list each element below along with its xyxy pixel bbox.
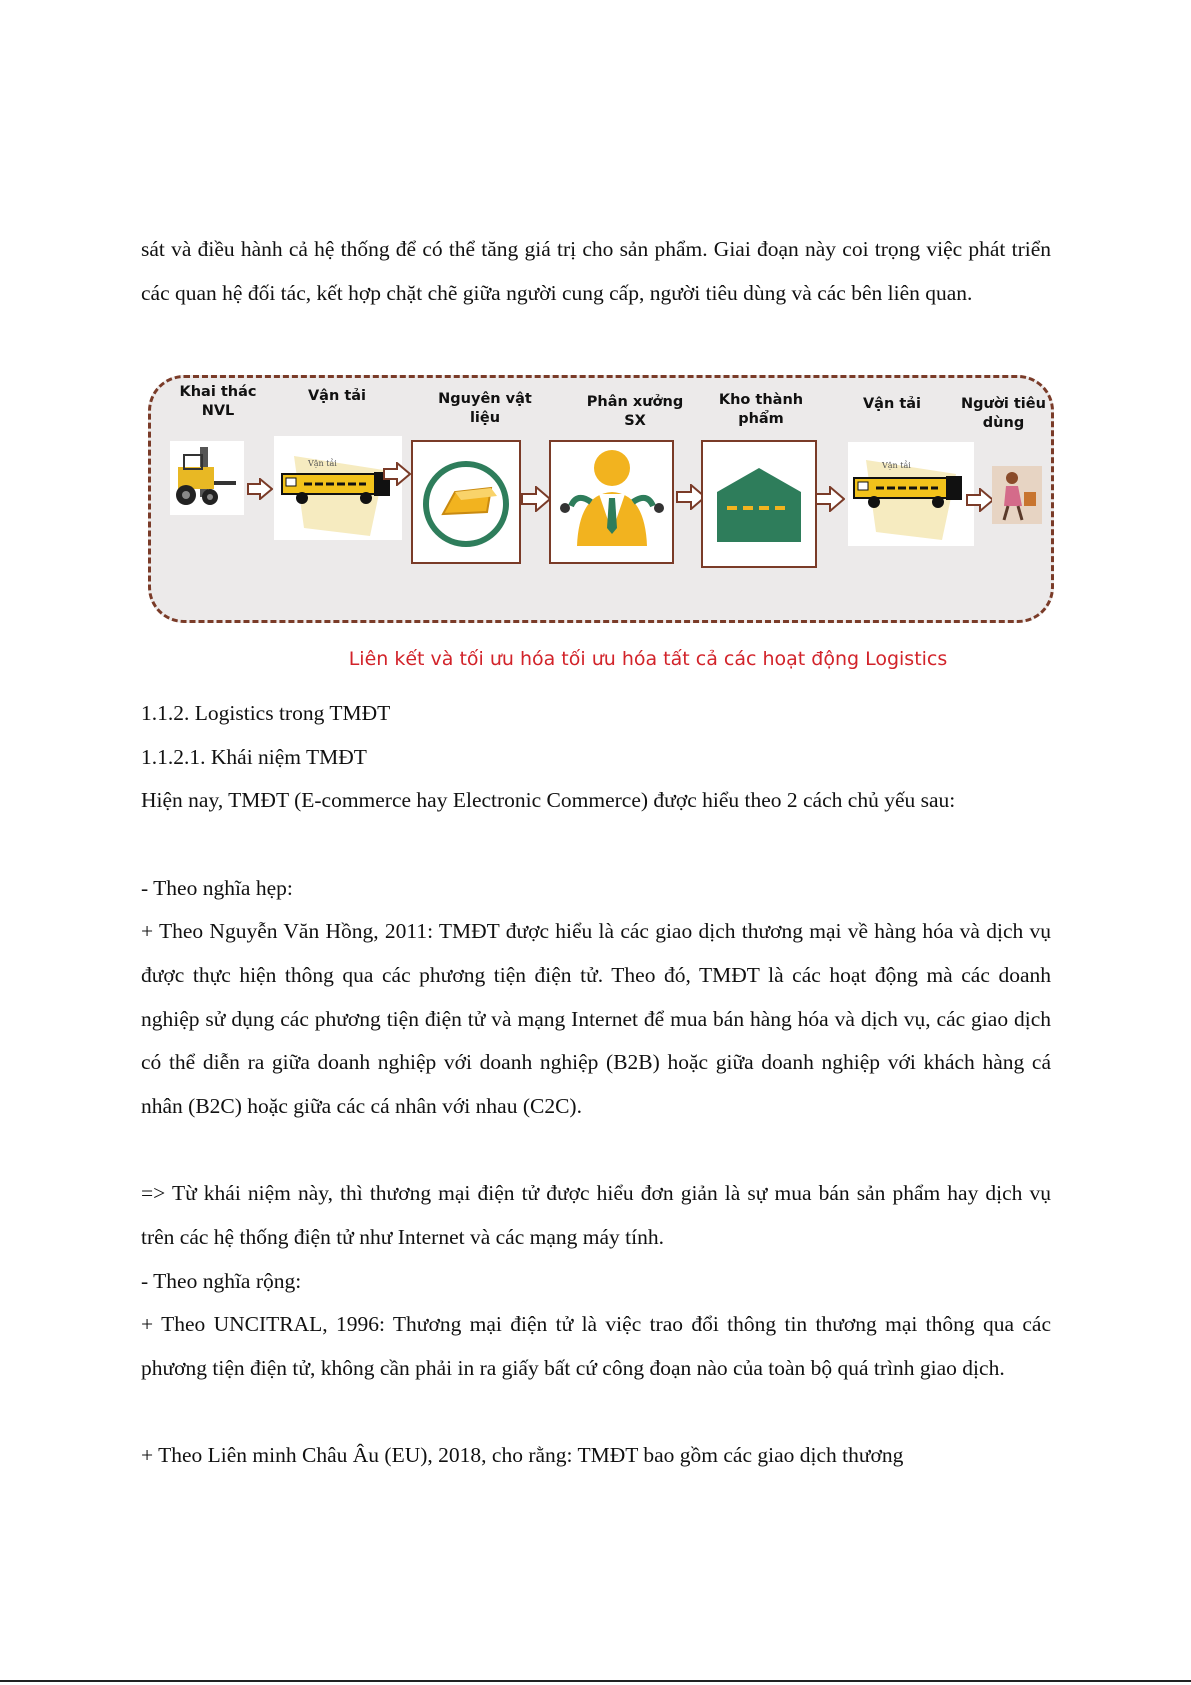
stage-label-line: Kho thành — [718, 392, 804, 408]
stage-label-materials — [420, 390, 550, 428]
subsection-heading: 1.1.2.1. Khái niệm TMĐT — [141, 745, 367, 769]
forklift-icon — [170, 441, 244, 515]
paragraph-conclusion: => Từ khái niệm này, thì thương mại điện tử được hiểu đơn giản là sự mua bán sản phẩm hay dịch vụ trên các hệ thống điện tử như Internet và các mạng máy tính. — [141, 1181, 1051, 1249]
manager-icon — [551, 442, 672, 562]
truck-icon — [848, 442, 974, 546]
stage-label-line: Người tiêu — [961, 396, 1046, 412]
stage-label-extraction — [163, 383, 273, 421]
arrow-right-icon — [966, 488, 994, 512]
warehouse-icon — [703, 442, 815, 566]
gold-bar-icon — [413, 442, 519, 562]
stage-label-line: Nguyên vật — [438, 391, 532, 407]
stage-label-workshop — [570, 393, 700, 431]
shopper-icon — [992, 466, 1042, 524]
stage-label-line: phẩm — [738, 411, 784, 427]
manager-frame — [549, 440, 674, 564]
gold-bar-frame — [411, 440, 521, 564]
stage-label-line: NVL — [201, 403, 235, 419]
arrow-right-icon — [521, 486, 551, 512]
paragraph-narrow-definition: + Theo Nguyễn Văn Hồng, 2011: TMĐT được hiểu là các giao dịch thương mại về hàng hóa và dịch vụ được thực hiện thông qua các phương tiện điện tử. Theo đó, TMĐT là các hoạt động mà các doanh nghiệp sử dụng các phương tiện điện tử và mạng Internet để mua bán hàng hóa và dịch vụ, các giao dịch có thể diễn ra giữa doanh nghiệp với doanh nghiệp (B2B) hoặc giữa doanh nghiệp với khách hàng cá nhân (B2C) hoặc giữa các cá nhân với nhau (C2C). — [141, 919, 1051, 1119]
section-heading: 1.1.2. Logistics trong TMĐT — [141, 701, 391, 725]
stage-label-consumer — [956, 395, 1051, 433]
stage-label-line: Vận tải — [307, 388, 367, 404]
broad-definition-heading: - Theo nghĩa rộng: — [141, 1269, 302, 1293]
stage-label-line: Khai thác — [179, 384, 257, 400]
paragraph-intro: Hiện nay, TMĐT (E-commerce hay Electronic Commerce) được hiểu theo 2 cách chủ yếu sau: — [141, 788, 956, 812]
stage-label-line: liệu — [469, 410, 501, 426]
arrow-right-icon — [815, 486, 845, 512]
paragraph-top: sát và điều hành cả hệ thống để có thể tăng giá trị cho sản phẩm. Giai đoạn này coi trọng việc phát triển các quan hệ đối tác, kết hợp chặt chẽ giữa người cung cấp, người tiêu dùng và các bên liên quan. — [141, 237, 1051, 305]
stage-label-transport-2 — [842, 395, 942, 414]
stage-label-transport-1 — [282, 387, 392, 406]
paragraph-eu: + Theo Liên minh Châu Âu (EU), 2018, cho rằng: TMĐT bao gồm các giao dịch thương — [141, 1443, 904, 1467]
arrow-right-icon — [383, 462, 411, 486]
paragraph-uncitral: + Theo UNCITRAL, 1996: Thương mại điện tử là việc trao đổi thông tin thương mại thông qua các phương tiện điện tử, không cần phải in ra giấy bất cứ công đoạn nào của toàn bộ quá trình giao dịch. — [141, 1312, 1051, 1380]
stage-label-line: Phân xưởng — [586, 394, 684, 410]
warehouse-frame — [701, 440, 817, 568]
arrow-right-icon — [247, 478, 273, 500]
svg-text:Vận tải: Vận tải — [308, 459, 337, 468]
stage-label-line: dùng — [982, 415, 1025, 431]
narrow-definition-heading: - Theo nghĩa hẹp: — [141, 876, 293, 900]
footer-rule — [0, 1680, 1191, 1682]
stage-label-line: SX — [624, 413, 646, 429]
svg-text:Vận tải: Vận tải — [882, 461, 911, 470]
stage-label-line: Vận tải — [862, 396, 922, 412]
stage-label-warehouse — [701, 391, 821, 429]
truck-icon — [274, 436, 402, 540]
diagram-caption: Liên kết và tối ưu hóa tối ưu hóa tất cả các hoạt động Logistics — [348, 648, 948, 670]
